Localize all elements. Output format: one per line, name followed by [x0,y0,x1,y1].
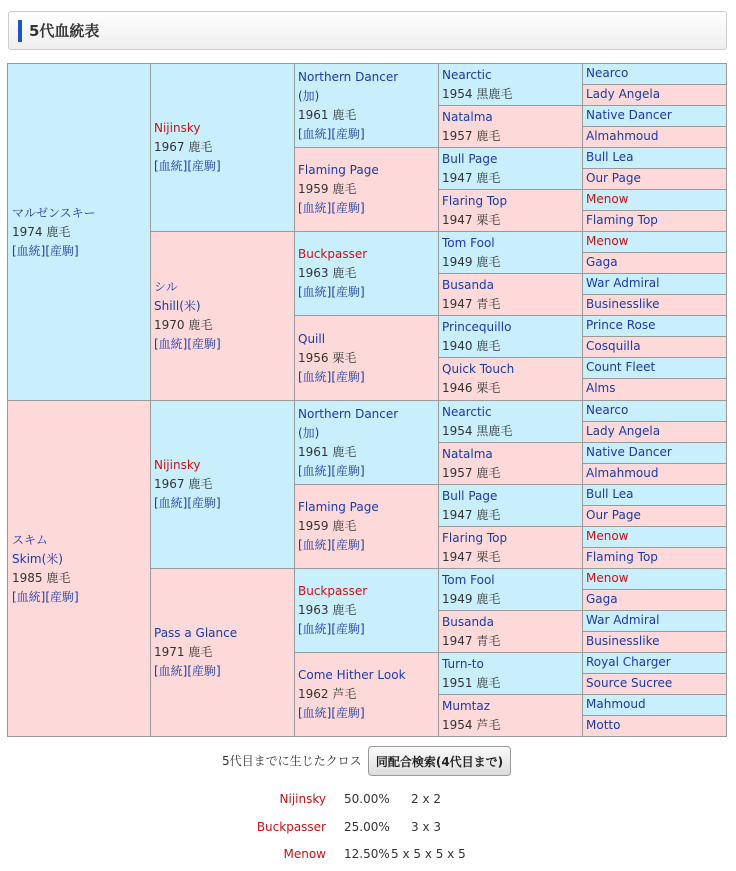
horse-name-line [298,245,435,264]
pedigree-cell-gen3 [294,400,439,485]
pedigree-cell-gen4 [438,315,583,358]
horse-name-line [154,278,291,297]
pedigree-link[interactable]: [血統] [154,337,188,351]
horse-birth-color: 1940 鹿毛 [442,338,501,353]
pedigree-cell-gen5 [582,589,727,611]
pedigree-cell-gen4 [438,63,583,106]
horse-origin-link[interactable]: (加) [298,88,320,103]
pedigree-cell-gen3 [294,568,439,653]
pedigree-cell-gen1 [7,63,151,401]
pedigree-cell-gen4 [438,189,583,232]
pedigree-cell-gen4 [438,484,583,527]
pedigree-cell-gen5 [582,210,727,232]
horse-name-link[interactable]: Menow [586,192,629,206]
horse-origin-link[interactable]: Shill(米) [154,299,201,313]
horse-birth-color: 1947 鹿毛 [442,170,501,185]
pedigree-cell-gen4 [438,442,583,485]
cross-label: 5代目までに生じたクロス [222,754,362,768]
horse-name-line [154,624,291,643]
pedigree-link[interactable]: [血統] [298,201,332,215]
horse-birth-color: 1947 鹿毛 [442,507,501,522]
offspring-link[interactable]: [産駒] [331,463,365,478]
pedigree-cell-gen5 [582,336,727,358]
horse-birth-color: 1962 芦毛 [298,687,357,701]
horse-name-link[interactable]: Alms [586,381,616,395]
horse-name-link[interactable]: Nearctic [442,67,492,82]
horse-name-link[interactable]: Flaring Top [442,530,508,545]
horse-name-link[interactable]: Lady Angela [586,87,661,101]
horse-name-link[interactable]: Cosquilla [586,339,641,353]
horse-name-line [442,613,579,632]
pedigree-cell-gen5 [582,378,727,401]
horse-birth-color: 1947 青毛 [442,633,501,648]
horse-birth-color: 1961 鹿毛 [298,444,357,459]
horse-birth-color: 1954 黒鹿毛 [442,423,513,438]
horse-name-line [442,276,579,295]
cross-percent: 12.50% [344,847,390,861]
horse-name-link[interactable]: Northern Dancer [298,406,399,421]
offspring-link[interactable]: [産駒] [331,622,365,636]
cross-percent: 25.00% [344,820,390,834]
horse-links [12,242,147,261]
pedigree-cell-gen5 [582,631,727,653]
horse-birth-color: 1947 栗毛 [442,549,501,564]
horse-name-link[interactable]: Our Page [586,171,641,185]
offspring-link[interactable]: [産駒] [187,159,221,173]
horse-name-link[interactable]: Buckpasser [298,584,368,598]
cross-row [0,790,736,808]
offspring-link[interactable]: [産駒] [331,369,365,384]
horse-name-link[interactable]: Natalma [442,446,493,461]
pedigree-cell-gen3 [294,147,439,232]
pedigree-cell-gen2 [150,231,295,401]
pedigree-cell-gen4 [438,610,583,653]
horse-name-line [298,666,435,685]
horse-name-line [442,487,579,506]
pedigree-link[interactable]: [血統] [298,463,332,478]
cross-row [0,818,736,836]
pedigree-cell-gen5 [582,168,727,190]
pedigree-link[interactable]: [血統] [298,622,332,636]
cross-horse-link[interactable]: Buckpasser [256,820,326,834]
horse-birth-color: 1957 鹿毛 [442,465,501,480]
pedigree-cell-gen1 [7,400,151,737]
horse-name-line [298,498,435,517]
horse-name-link[interactable]: Bull Lea [586,150,634,164]
pedigree-cell-gen5 [582,463,727,485]
horse-name-line [298,405,435,424]
page-title: 5代血統表 [29,22,100,40]
horse-name-link[interactable]: Natalma [442,109,493,124]
horse-name-link[interactable]: Busanda [442,277,495,292]
pedigree-cell-gen5 [582,547,727,569]
pedigree-cell-gen5 [582,63,727,85]
pedigree-cell-gen5 [582,126,727,148]
pedigree-cell-gen5 [582,84,727,106]
pedigree-cell-gen3 [294,315,439,401]
horse-name-line [442,403,579,422]
offspring-link[interactable]: [産駒] [331,201,365,215]
horse-links [154,335,291,354]
horse-name-link[interactable]: Motto [586,718,621,732]
horse-links [298,125,435,144]
horse-name-link[interactable]: Come Hither Look [298,668,406,682]
horse-name-link[interactable]: Nearco [586,403,629,417]
pedigree-cell-gen4 [438,147,583,190]
horse-name-link[interactable]: Tom Fool [442,572,495,587]
offspring-link[interactable]: [産駒] [45,243,79,258]
pedigree-cell-gen5 [582,568,727,590]
horse-name-link[interactable]: シル [154,280,178,294]
pedigree-cell-gen5 [582,315,727,337]
pedigree-cell-gen4 [438,231,583,274]
horse-name-line [442,108,579,127]
horse-name-link[interactable]: Flaring Top [442,193,508,208]
horse-name-link[interactable]: Nijinsky [154,458,201,472]
pedigree-link[interactable]: [血統] [154,496,188,510]
horse-name-line [442,234,579,253]
pedigree-link[interactable]: [血統] [298,706,332,720]
horse-name-link[interactable]: Almahmoud [586,129,659,143]
pedigree-cell-gen3 [294,652,439,737]
horse-birth-color: 1951 鹿毛 [442,675,501,690]
cross-horse-link[interactable]: Nijinsky [279,792,326,806]
offspring-link[interactable]: [産駒] [331,285,365,299]
horse-name-line [298,330,435,349]
pedigree-cell-gen5 [582,526,727,548]
horse-name-sub-line [12,550,147,569]
horse-birth-color: 1959 鹿毛 [298,519,357,533]
pedigree-cell-gen3 [294,484,439,569]
horse-name-line [298,582,435,601]
header-accent-bar [18,20,22,42]
offspring-link[interactable]: [産駒] [187,664,221,678]
horse-name-link[interactable]: Our Page [586,508,641,522]
pedigree-cell-gen3 [294,63,439,148]
pedigree-cell-gen2 [150,63,295,232]
horse-name-link[interactable]: Menow [586,529,629,543]
horse-name-line [442,318,579,337]
horse-name-link[interactable]: Pass a Glance [154,626,238,640]
horse-name-link[interactable]: Flaming Page [298,163,379,177]
horse-birth-color: 1954 黒鹿毛 [442,86,513,101]
pedigree-cell-gen5 [582,357,727,379]
horse-links [298,536,435,555]
horse-birth-color: 1974 鹿毛 [12,224,71,239]
pedigree-cell-gen4 [438,652,583,695]
pedigree-cell-gen4 [438,526,583,569]
horse-name-line [442,697,579,716]
horse-name-link[interactable]: Almahmoud [586,466,659,480]
horse-birth-color: 1957 鹿毛 [442,128,501,143]
pedigree-link[interactable]: [血統] [12,243,46,258]
horse-links [12,588,147,607]
horse-name-sub-line [298,87,435,106]
horse-name-sub-line [298,424,435,443]
pedigree-cell-gen5 [582,231,727,253]
horse-birth-color: 1985 鹿毛 [12,570,71,585]
pedigree-link[interactable]: [血統] [298,369,332,384]
horse-name-line [12,204,147,223]
horse-name-link[interactable]: Nijinsky [154,121,201,135]
horse-birth-color: 1961 鹿毛 [298,107,357,122]
horse-name-link[interactable]: Native Dancer [586,445,672,459]
horse-name-link[interactable]: Nearctic [442,404,492,419]
horse-name-link[interactable]: Northern Dancer [298,69,399,84]
horse-birth-color: 1954 芦毛 [442,717,501,732]
pedigree-cell-gen5 [582,715,727,737]
horse-name-link[interactable]: Businesslike [586,634,660,648]
horse-origin-link[interactable]: Skim(米) [12,551,63,566]
horse-links [298,704,435,723]
horse-name-link[interactable]: Menow [586,571,629,585]
horse-birth-color: 1963 鹿毛 [298,603,357,617]
horse-links [154,662,291,681]
horse-name-link[interactable]: Turn-to [442,656,484,671]
pedigree-link[interactable]: [血統] [154,664,188,678]
horse-birth-color: 1967 鹿毛 [154,477,213,491]
horse-name-link[interactable]: Gaga [586,255,618,269]
horse-birth-color: 1971 鹿毛 [154,645,213,659]
horse-name-line [442,655,579,674]
offspring-link[interactable]: [産駒] [187,496,221,510]
pedigree-cell-gen5 [582,147,727,169]
horse-name-line [442,66,579,85]
cross-pattern: 3 x 3 [411,820,441,834]
horse-name-link[interactable]: Bull Page [442,151,498,166]
horse-links [298,368,435,387]
horse-name-line [442,192,579,211]
horse-links [298,283,435,302]
horse-birth-color: 1946 栗毛 [442,381,501,395]
horse-name-line [12,531,147,550]
horse-links [298,620,435,639]
horse-birth-color: 1949 鹿毛 [442,591,501,606]
cross-pattern: 5 x 5 x 5 x 5 [391,847,466,861]
horse-birth-color: 1947 栗毛 [442,212,501,227]
pedigree-cell-gen5 [582,694,727,716]
horse-name-link[interactable]: War Admiral [586,613,660,627]
pedigree-cell-gen2 [150,400,295,569]
pedigree-cell-gen5 [582,189,727,211]
horse-name-link[interactable]: Tom Fool [442,235,495,250]
horse-name-link[interactable]: Flaming Page [298,500,379,514]
horse-name-line [442,571,579,590]
horse-name-link[interactable]: Royal Charger [586,655,671,669]
horse-name-sub-line [154,297,291,316]
pedigree-cell-gen5 [582,652,727,674]
pedigree-cell-gen5 [582,610,727,632]
pedigree-cell-gen3 [294,231,439,316]
horse-name-link[interactable]: Mahmoud [586,697,646,711]
horse-name-link[interactable]: Count Fleet [586,360,656,374]
horse-name-link[interactable]: Bull Lea [586,487,634,501]
horse-name-line [442,360,579,379]
horse-name-line [154,119,291,138]
horse-name-link[interactable]: Quill [298,331,326,346]
horse-name-line [442,445,579,464]
horse-name-link[interactable]: Princequillo [442,319,512,334]
pedigree-cell-gen4 [438,694,583,737]
horse-name-link[interactable]: War Admiral [586,276,660,290]
pedigree-cell-gen4 [438,400,583,443]
pedigree-cell-gen4 [438,357,583,401]
horse-name-link[interactable]: Prince Rose [586,318,656,332]
horse-name-line [298,161,435,180]
offspring-link[interactable]: [産駒] [331,126,365,141]
pedigree-cell-gen5 [582,484,727,506]
horse-name-line [442,529,579,548]
horse-links [154,494,291,513]
pedigree-cell-gen5 [582,294,727,316]
horse-links [154,157,291,176]
pedigree-cell-gen5 [582,273,727,295]
horse-name-link[interactable]: Flaming Top [586,213,658,227]
horse-name-link[interactable]: Bull Page [442,488,498,503]
section-header [8,11,727,50]
pedigree-cell-gen5 [582,505,727,527]
horse-name-link[interactable]: Buckpasser [298,247,368,261]
pedigree-table [7,63,727,736]
horse-birth-color: 1970 鹿毛 [154,318,213,332]
horse-name-link[interactable]: Mumtaz [442,698,491,713]
pedigree-link[interactable]: [血統] [298,285,332,299]
horse-links [298,199,435,218]
offspring-link[interactable]: [産駒] [45,589,79,604]
offspring-link[interactable]: [産駒] [187,337,221,351]
offspring-link[interactable]: [産駒] [331,706,365,720]
cross-row [0,845,736,863]
pedigree-cell-gen5 [582,252,727,274]
pedigree-cell-gen5 [582,673,727,695]
horse-name-line [298,68,435,87]
horse-name-link[interactable]: Quick Touch [442,362,515,376]
horse-name-link[interactable]: マルゼンスキー [12,205,96,220]
horse-name-link[interactable]: Flaming Top [586,550,658,564]
horse-birth-color: 1959 鹿毛 [298,182,357,196]
horse-name-link[interactable]: Lady Angela [586,424,661,438]
horse-birth-color: 1949 鹿毛 [442,254,501,269]
horse-links [298,462,435,481]
pedigree-cell-gen4 [438,568,583,611]
horse-name-link[interactable]: Native Dancer [586,108,672,122]
same-breeding-search-button[interactable]: 同配合検索(4代目まで) [368,746,511,776]
cross-pattern: 2 x 2 [411,792,441,806]
horse-name-link[interactable]: Busanda [442,614,495,629]
horse-name-link[interactable]: Businesslike [586,297,660,311]
horse-name-link[interactable]: Source Sucree [586,676,673,690]
horse-name-link[interactable]: Gaga [586,592,618,606]
horse-birth-color: 1947 青毛 [442,296,501,311]
pedigree-cell-gen5 [582,442,727,464]
pedigree-cell-gen2 [150,568,295,737]
pedigree-cell-gen5 [582,105,727,127]
offspring-link[interactable]: [産駒] [331,538,365,552]
horse-name-link[interactable]: Nearco [586,66,629,80]
pedigree-cell-gen5 [582,421,727,443]
horse-birth-color: 1967 鹿毛 [154,140,213,154]
cross-horse-link[interactable]: Menow [283,847,326,861]
horse-name-line [154,456,291,475]
pedigree-cell-gen4 [438,273,583,316]
horse-birth-color: 1963 鹿毛 [298,266,357,280]
pedigree-link[interactable]: [血統] [298,126,332,141]
horse-birth-color: 1956 栗毛 [298,350,357,365]
horse-name-line [442,150,579,169]
pedigree-link[interactable]: [血統] [298,538,332,552]
pedigree-cell-gen4 [438,105,583,148]
horse-name-link[interactable]: スキム [12,532,48,547]
pedigree-link[interactable]: [血統] [154,159,188,173]
pedigree-link[interactable]: [血統] [12,589,46,604]
pedigree-cell-gen5 [582,400,727,422]
horse-origin-link[interactable]: (加) [298,425,320,440]
horse-name-link[interactable]: Menow [586,234,629,248]
cross-percent: 50.00% [344,792,390,806]
